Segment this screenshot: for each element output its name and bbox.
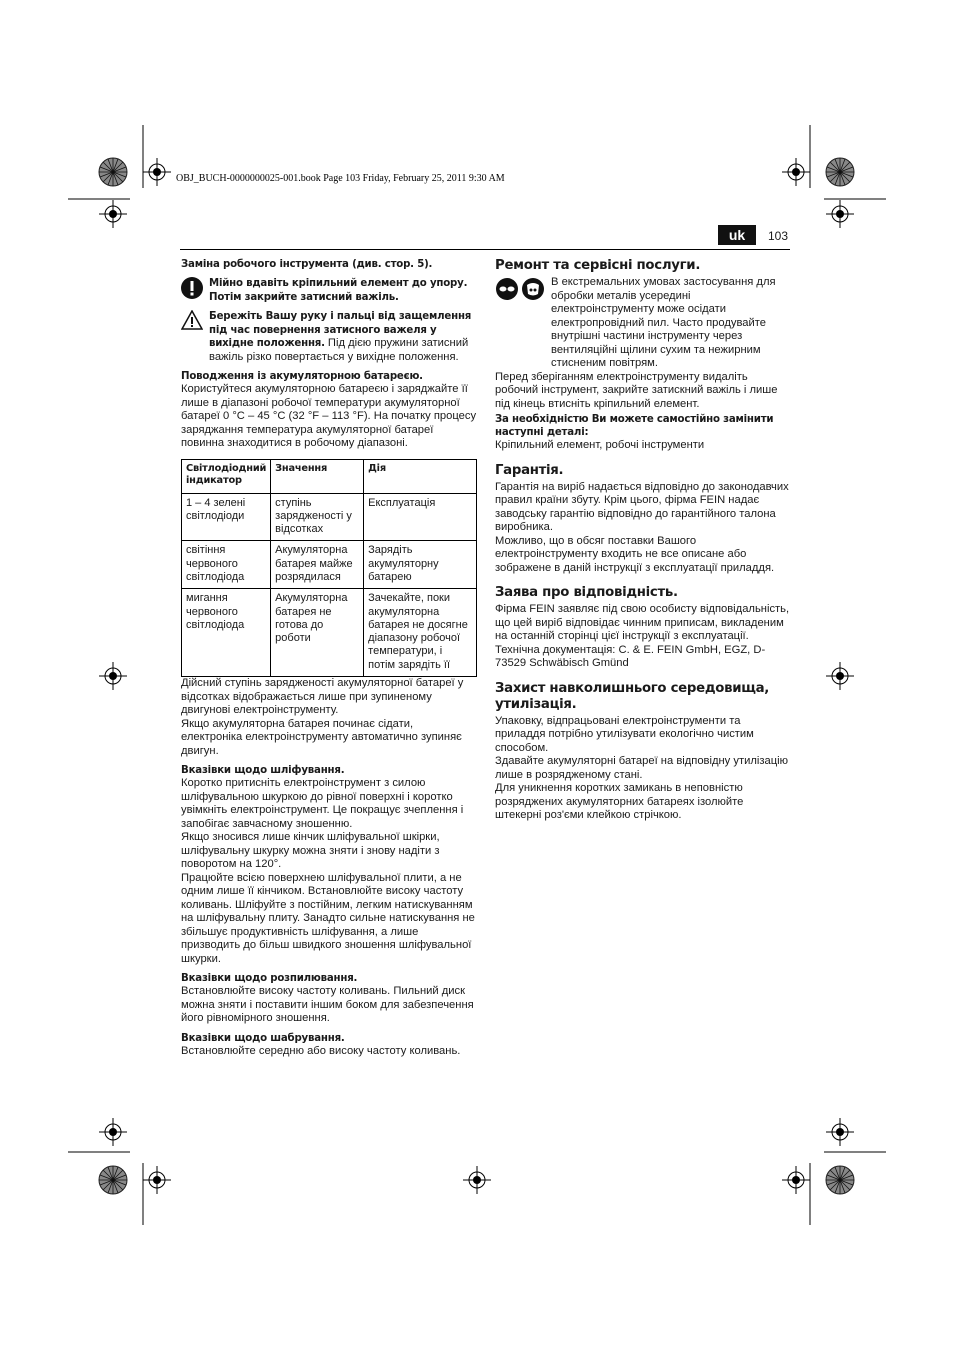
led-table (181, 459, 477, 678)
table-cell: мигання червоного світлодіода (182, 589, 271, 677)
color-target-icon (826, 1166, 854, 1194)
environment-text-1: Упаковку, відпрацьовані електроінструменти та приладдя потрібно утилізувати екологічно чистим способом. (495, 714, 754, 754)
crosshair-icon (99, 200, 127, 228)
grinding-text-1: Коротко притисніть електроінструмент з силою шліфувальною шкуркою до рівної поверхні і коротко увімкніть електроінструмент. Це покращує зчеплення і запобігає завчасному зношенню. (181, 777, 464, 830)
table-header-cell: Дія (364, 459, 477, 493)
heading-change-tool: Заміна робочого інструмента (див. стор. 5). (181, 259, 433, 270)
sawing-text: Встановлюйте високу частоту коливань. Пильний диск можна зняти і поставити іншим боком для забезпечення його рівномірного зношення. (181, 985, 474, 1025)
table-cell: Акумуляторна батарея майже розрядилася (271, 541, 364, 589)
eye-protection-icon (496, 278, 518, 300)
table-cell: Експлуатація (364, 493, 477, 541)
conformity-text-2: Технічна документація: C. & E. FEIN GmbH, EGZ, D-73529 Schwäbisch Gmünd (495, 643, 766, 669)
grinding-text-3: Працюйте всією поверхнею шліфувальної плити, а не одним лише її кінчиком. Встановлюйте високу частоту коливань. Шліфуйте з постійним, легким натискуванням на шліфувальну плиту. Занадто сильне натискування не збільшує продуктивність шліфування, а лише призводить до більш швидкого зношення шліфувальної шкурки. (181, 871, 475, 965)
crosshair-icon (826, 200, 854, 228)
color-target-icon (99, 158, 127, 186)
file-header: OBJ_BUCH-0000000025-001.book Page 103 Friday, February 25, 2011 9:30 AM (176, 173, 505, 184)
heading-conformity: Заява про відповідність. (495, 585, 678, 600)
conformity-text-1: Фірма FEIN заявляє під свою особисту відповідальність, що цей виріб відповідає чинним приписам, викладеним на останній сторінці цієї інструкції з експлуатації. (495, 603, 790, 642)
crosshair-icon (782, 1166, 810, 1194)
crosshair-icon (99, 662, 127, 690)
right-column (495, 258, 790, 823)
warning-triangle-icon (181, 310, 203, 330)
heading-grinding: Вказівки щодо шліфування. (181, 765, 345, 777)
heading-battery: Поводження із акумуляторною батареєю. (181, 371, 423, 382)
battery-text: Користуйтеся акумуляторною батареєю і заряджайте її лише в діапазоні робочої температури акумуляторної батареї 0 °C – 45 °C (32 °F – 113 °F). На початку процесу заряджання температура акумуляторної батареї повинна знаходитися в робочому діапазоні. (181, 383, 477, 449)
warranty-text-1: Гарантія на виріб надається відповідно до законодавчих правил країни збуту. Крім цього, фірма FEIN надає заводську гарантію відповідно до гарантійного талона виробника. (495, 480, 789, 533)
warning-bold: Бережіть Вашу руку і пальці від защемлення під час повернення затисного важеля у вихідне положення. (209, 311, 472, 349)
table-cell: Зарядіть акумуляторну батарею (364, 541, 477, 589)
ppe-notice (495, 276, 790, 371)
table-cell: ступінь зарядженості у відсотках (271, 493, 364, 541)
crosshair-icon (143, 1166, 171, 1194)
warranty-text-2: Можливо, що в обсяг поставки Вашого електроінструменту входить не все описане або зображене в даній інструкції з експлуатації приладдя. (495, 534, 775, 574)
grinding-text-2: Якщо зносився лише кінчик шліфувальної шкірки, шліфувальну шкурку можна зняти і знову надіти з поворотом на 120°. (181, 831, 440, 871)
heading-environment: Захист навколишнього середовища, утилізація. (495, 680, 770, 712)
warning-text: Під дією пружини затисний важіль різко повертається у вихідне положення. (209, 337, 469, 363)
heading-repair: Ремонт та сервісні послуги. (495, 258, 701, 273)
table-cell: Акумуляторна батарея не готова до роботи (271, 589, 364, 677)
crosshair-icon (463, 1166, 491, 1194)
crosshair-icon (782, 158, 810, 186)
heading-sawing: Вказівки щодо розпилювання. (181, 973, 358, 985)
language-badge: uk (718, 225, 756, 245)
heading-scraping: Вказівки щодо шабрування. (181, 1032, 345, 1044)
page-number: 103 (768, 229, 789, 243)
scraping-text: Встановлюйте середню або високу частоту коливань. (181, 1044, 461, 1057)
exclamation-icon (181, 277, 203, 299)
mandatory-notice (181, 277, 477, 304)
table-cell: 1 – 4 зелені світлодіоди (182, 493, 271, 541)
table-header-row (182, 459, 477, 493)
table-cell: світіння червоного світлодіода (182, 541, 271, 589)
crosshair-icon (99, 1118, 127, 1146)
note-press-fastener: Мійно вдавіть кріпильний елемент до упору. Потім закрийте затисний важіль. (209, 278, 468, 303)
respirator-icon (522, 278, 544, 300)
after-table-text-2: Якщо акумуляторна батарея починає сідати, електроніка електроінструменту автоматично зупиняє двигун. (181, 717, 462, 757)
replaceable-parts-heading: За необхідністю Ви можете самостійно замінити наступні деталі: (495, 414, 774, 438)
left-column (181, 258, 477, 1058)
crosshair-icon (826, 662, 854, 690)
table-cell: Зачекайте, поки акумуляторна батарея не досягне діапазону робочої температури, і потім зарядіть її (364, 589, 477, 677)
replaceable-parts: Кріпильний елемент, робочі інструменти (495, 439, 705, 451)
heading-warranty: Гарантія. (495, 462, 564, 478)
crosshair-icon (143, 158, 171, 186)
after-table-text-1: Дійсний ступінь зарядженості акумуляторної батареї у відсотках відображається лише при зупиненому двигунові електроінструменту. (181, 677, 464, 717)
repair-text-2: Перед зберіганням електроінструменту видаліть робочий інструмент, закрийте затискний важіль і лише під кінець втисніть кріпильний елемент. (495, 370, 778, 410)
warning-notice (181, 310, 477, 364)
table-row (182, 541, 477, 589)
repair-text-1: В екстремальних умовах застосування для обробки металів усередині електроінструменту може осідати електропровідний пил. Часто продувайте внутрішні частини інструменту через вентиляційні щілини сухим та нежирним стисненим повітрям. (551, 276, 776, 369)
header-rule (180, 249, 790, 250)
table-header-cell: Світлодіодний індикатор (182, 459, 271, 493)
ppe-icons (495, 277, 547, 306)
color-target-icon (99, 1166, 127, 1194)
table-row (182, 493, 477, 541)
table-row (182, 589, 477, 677)
color-target-icon (826, 158, 854, 186)
table-header-cell: Значення (271, 459, 364, 493)
crosshair-icon (826, 1118, 854, 1146)
environment-text-2: Здавайте акумуляторні батареї на відповідну утилізацію лише в розрядженому стані. (495, 755, 789, 781)
environment-text-3: Для уникнення коротких замикань в неповністю розряджених акумуляторних батареях ізолюйте штекерні роз'єми клейкою стрічкою. (495, 782, 744, 821)
